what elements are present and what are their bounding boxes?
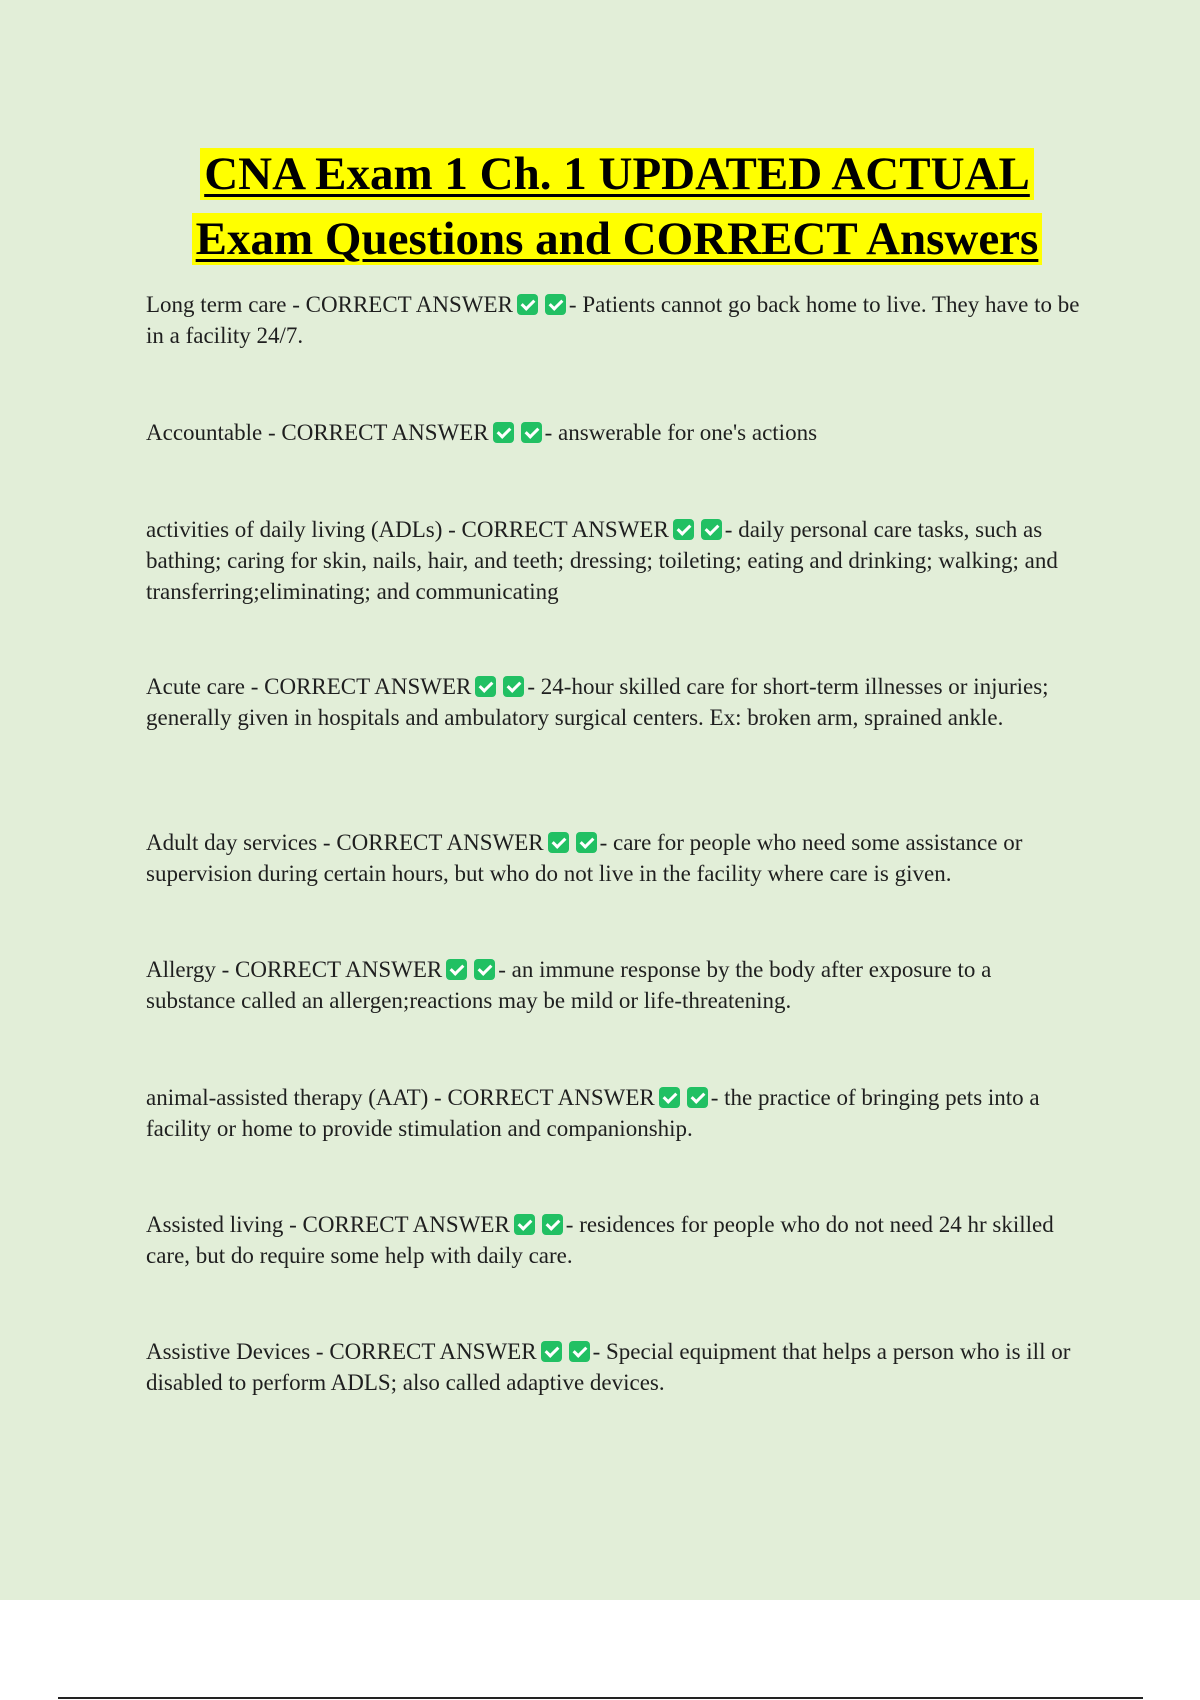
entry-animal-assisted-therapy (146, 1082, 1086, 1144)
check-icon (474, 959, 495, 980)
check-icon (659, 1087, 680, 1108)
title-line-2: Exam Questions and CORRECT Answers (192, 213, 1043, 265)
entry-assistive-devices (146, 1336, 1086, 1398)
entry-definition: - answerable for one's actions (544, 420, 818, 445)
entry-term: Assistive Devices - (146, 1339, 330, 1364)
entry-assisted-living (146, 1209, 1086, 1271)
entry-acute-care (146, 671, 1086, 733)
check-icon (548, 832, 569, 853)
entry-term: Long term care - (146, 292, 306, 317)
entry-term: Acute care - (146, 674, 265, 699)
check-icon (517, 294, 538, 315)
check-icon (541, 1341, 562, 1362)
entry-definition: - 24-hour skilled care for short-term illnesses or injuries; generally given in hospitals and ambulatory surgical centers. Ex: broken arm, sprained ankle. (146, 674, 1049, 730)
entry-term: Accountable - (146, 420, 282, 445)
answer-marker: CORRECT ANSWER (447, 1085, 655, 1110)
check-icon (545, 294, 566, 315)
entry-term: Assisted living - (146, 1212, 303, 1237)
entry-term: Allergy - (146, 957, 236, 982)
entry-allergy (146, 954, 1086, 1016)
entry-definition: - residences for people who do not need 24 hr skilled care, but do require some help with daily care. (146, 1212, 1054, 1268)
document-title (0, 142, 1200, 272)
entry-definition: - the practice of bringing pets into a facility or home to provide stimulation and companionship. (146, 1085, 1040, 1141)
entry-definition: - Patients cannot go back home to live. They have to be in a facility 24/7. (146, 292, 1080, 348)
entry-term: Adult day services - (146, 830, 337, 855)
answer-marker: CORRECT ANSWER (329, 1339, 537, 1364)
entry-definition: - care for people who need some assistance or supervision during certain hours, but who do not live in the facility where care is given. (146, 830, 1023, 886)
answer-marker: CORRECT ANSWER (281, 420, 489, 445)
entry-adls (146, 514, 1086, 607)
footer-divider (58, 1697, 1143, 1699)
entry-definition: - Special equipment that helps a person who is ill or disabled to perform ADLS; also called adaptive devices. (146, 1339, 1071, 1395)
entry-term: activities of daily living (ADLs) - (146, 517, 462, 542)
check-icon (521, 422, 542, 443)
entry-long-term-care (146, 289, 1086, 351)
check-icon (514, 1214, 535, 1235)
answer-marker: CORRECT ANSWER (264, 674, 472, 699)
check-icon (503, 676, 524, 697)
check-icon (542, 1214, 563, 1235)
answer-marker: CORRECT ANSWER (336, 830, 544, 855)
check-icon (475, 676, 496, 697)
check-icon (446, 959, 467, 980)
answer-marker: CORRECT ANSWER (235, 957, 443, 982)
entry-accountable (146, 417, 1086, 448)
entry-definition: - an immune response by the body after exposure to a substance called an allergen;reactions may be mild or life-threatening. (146, 957, 992, 1013)
entry-definition: - daily personal care tasks, such as bathing; caring for skin, nails, hair, and teeth; dressing; toileting; eating and drinking; walking; and transferring;eliminating; and communicating (146, 517, 1058, 604)
entry-adult-day-services (146, 827, 1086, 889)
title-line-1: CNA Exam 1 Ch. 1 UPDATED ACTUAL (200, 148, 1034, 200)
check-icon (576, 832, 597, 853)
check-icon (569, 1341, 590, 1362)
answer-marker: CORRECT ANSWER (461, 517, 669, 542)
answer-marker: CORRECT ANSWER (305, 292, 513, 317)
entry-term: animal-assisted therapy (AAT) - (146, 1085, 448, 1110)
check-icon (673, 519, 694, 540)
check-icon (701, 519, 722, 540)
check-icon (687, 1087, 708, 1108)
check-icon (493, 422, 514, 443)
answer-marker: CORRECT ANSWER (302, 1212, 510, 1237)
